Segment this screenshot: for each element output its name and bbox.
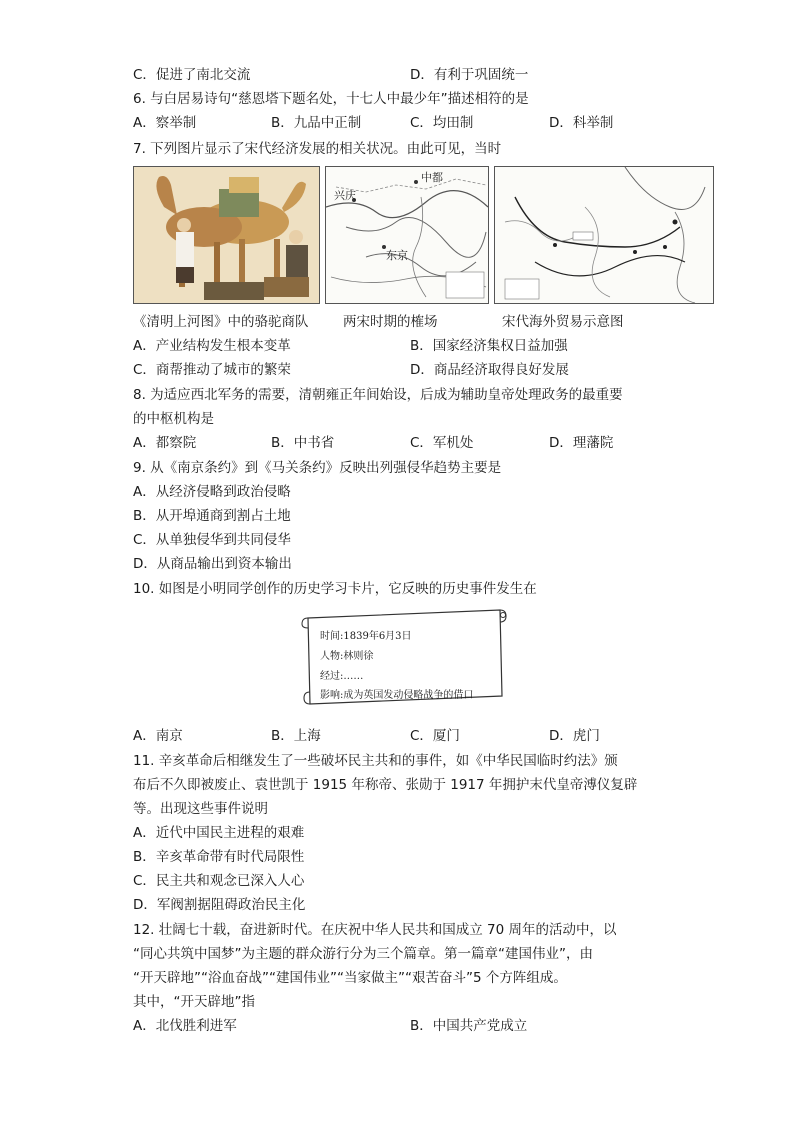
- q10-option-d: D．虎门: [549, 728, 600, 744]
- q9-option-d: D．从商品输出到资本输出: [133, 556, 292, 572]
- q10-option-c: C．厦门: [410, 728, 460, 744]
- q10-stem: 10. 如图是小明同学创作的历史学习卡片，它反映的历史事件发生在: [133, 581, 537, 597]
- q8-option-d: D．理藩院: [549, 435, 614, 451]
- card-time: 时间:1839年6月3日: [320, 631, 412, 642]
- q11-stem-line3: 等。出现这些事件说明: [133, 801, 268, 817]
- q9-stem: 9. 从《南京条约》到《马关条约》反映出列强侵华趋势主要是: [133, 460, 502, 476]
- q8-option-b: B．中书省: [271, 435, 335, 451]
- q7-option-c: C．商帮推动了城市的繁荣: [133, 362, 291, 378]
- caption-overseas-trade: 宋代海外贸易示意图: [502, 314, 624, 330]
- q9-option-a: A．从经济侵略到政治侵略: [133, 484, 291, 500]
- q12-option-a: A．北伐胜利进军: [133, 1018, 237, 1034]
- q8-stem-line1: 8. 为适应西北军务的需要，清朝雍正年间始设，后成为辅助皇帝处理政务的最重要: [133, 387, 623, 403]
- q6-option-c: C．均田制: [410, 115, 474, 131]
- q6-option-d: D．科举制: [549, 115, 614, 131]
- q12-stem-line2: “同心共筑中国梦”为主题的群众游行分为三个篇章。第一篇章“建国伟业”，由: [133, 946, 593, 962]
- camel-caravan-image: [133, 166, 320, 304]
- map-label-xingqing: 兴庆: [334, 189, 356, 202]
- caption-markets: 两宋时期的榷场: [343, 314, 438, 330]
- song-overseas-trade-map-image: [494, 166, 714, 304]
- q10-option-a: A．南京: [133, 728, 183, 744]
- q8-stem-line2: 的中枢机构是: [133, 411, 214, 427]
- card-impact: 影响:成为英国发动侵略战争的借口: [320, 690, 474, 701]
- q11-option-b: B．辛亥革命带有时代局限性: [133, 849, 305, 865]
- q10-option-b: B．上海: [271, 728, 321, 744]
- caption-camel-caravan: 《清明上河图》中的骆驼商队: [133, 314, 309, 330]
- q9-option-b: B．从开埠通商到割占土地: [133, 508, 291, 524]
- q11-option-c: C．民主共和观念已深入人心: [133, 873, 305, 889]
- q6-option-a: A．察举制: [133, 115, 197, 131]
- q11-option-d: D．军阀割据阻碍政治民主化: [133, 897, 306, 913]
- q7-stem: 7. 下列图片显示了宋代经济发展的相关状况。由此可见，当时: [133, 141, 502, 157]
- q8-option-c: C．军机处: [410, 435, 474, 451]
- q11-stem-line2: 布后不久即被废止、袁世凯于 1915 年称帝、张勋于 1917 年拥护末代皇帝溥仪复辟: [133, 777, 638, 793]
- q5-option-d: D．有利于巩固统一: [410, 67, 529, 83]
- q6-stem: 6. 与白居易诗句“慈恩塔下题名处，十七人中最少年”描述相符的是: [133, 91, 529, 107]
- card-process: 经过:……: [320, 671, 364, 682]
- q12-stem-line4: 其中，“开天辟地”指: [133, 994, 255, 1010]
- q11-option-a: A．近代中国民主进程的艰难: [133, 825, 305, 841]
- q5-option-c: C．促进了南北交流: [133, 67, 251, 83]
- q7-option-a: A．产业结构发生根本变革: [133, 338, 291, 354]
- q9-option-c: C．从单独侵华到共同侵华: [133, 532, 291, 548]
- map-label-bianjing: 东京: [386, 249, 408, 262]
- q11-stem-line1: 11. 辛亥革命后相继发生了一些破坏民主共和的事件，如《中华民国临时约法》颁: [133, 753, 618, 769]
- song-market-map-image: [325, 166, 489, 304]
- q6-option-b: B．九品中正制: [271, 115, 362, 131]
- q7-option-d: D．商品经济取得良好发展: [410, 362, 569, 378]
- card-person: 人物:林则徐: [320, 651, 374, 662]
- q12-stem-line3: “开天辟地”“浴血奋战”“建国伟业”“当家做主”“艰苦奋斗”5 个方阵组成。: [133, 970, 567, 986]
- q12-option-b: B．中国共产党成立: [410, 1018, 528, 1034]
- q12-stem-line1: 12. 壮阔七十载，奋进新时代。在庆祝中华人民共和国成立 70 周年的活动中，以: [133, 922, 617, 938]
- map-label-zhongdu: 中都: [421, 171, 443, 184]
- q7-option-b: B．国家经济集权日益加强: [410, 338, 568, 354]
- q8-option-a: A．都察院: [133, 435, 197, 451]
